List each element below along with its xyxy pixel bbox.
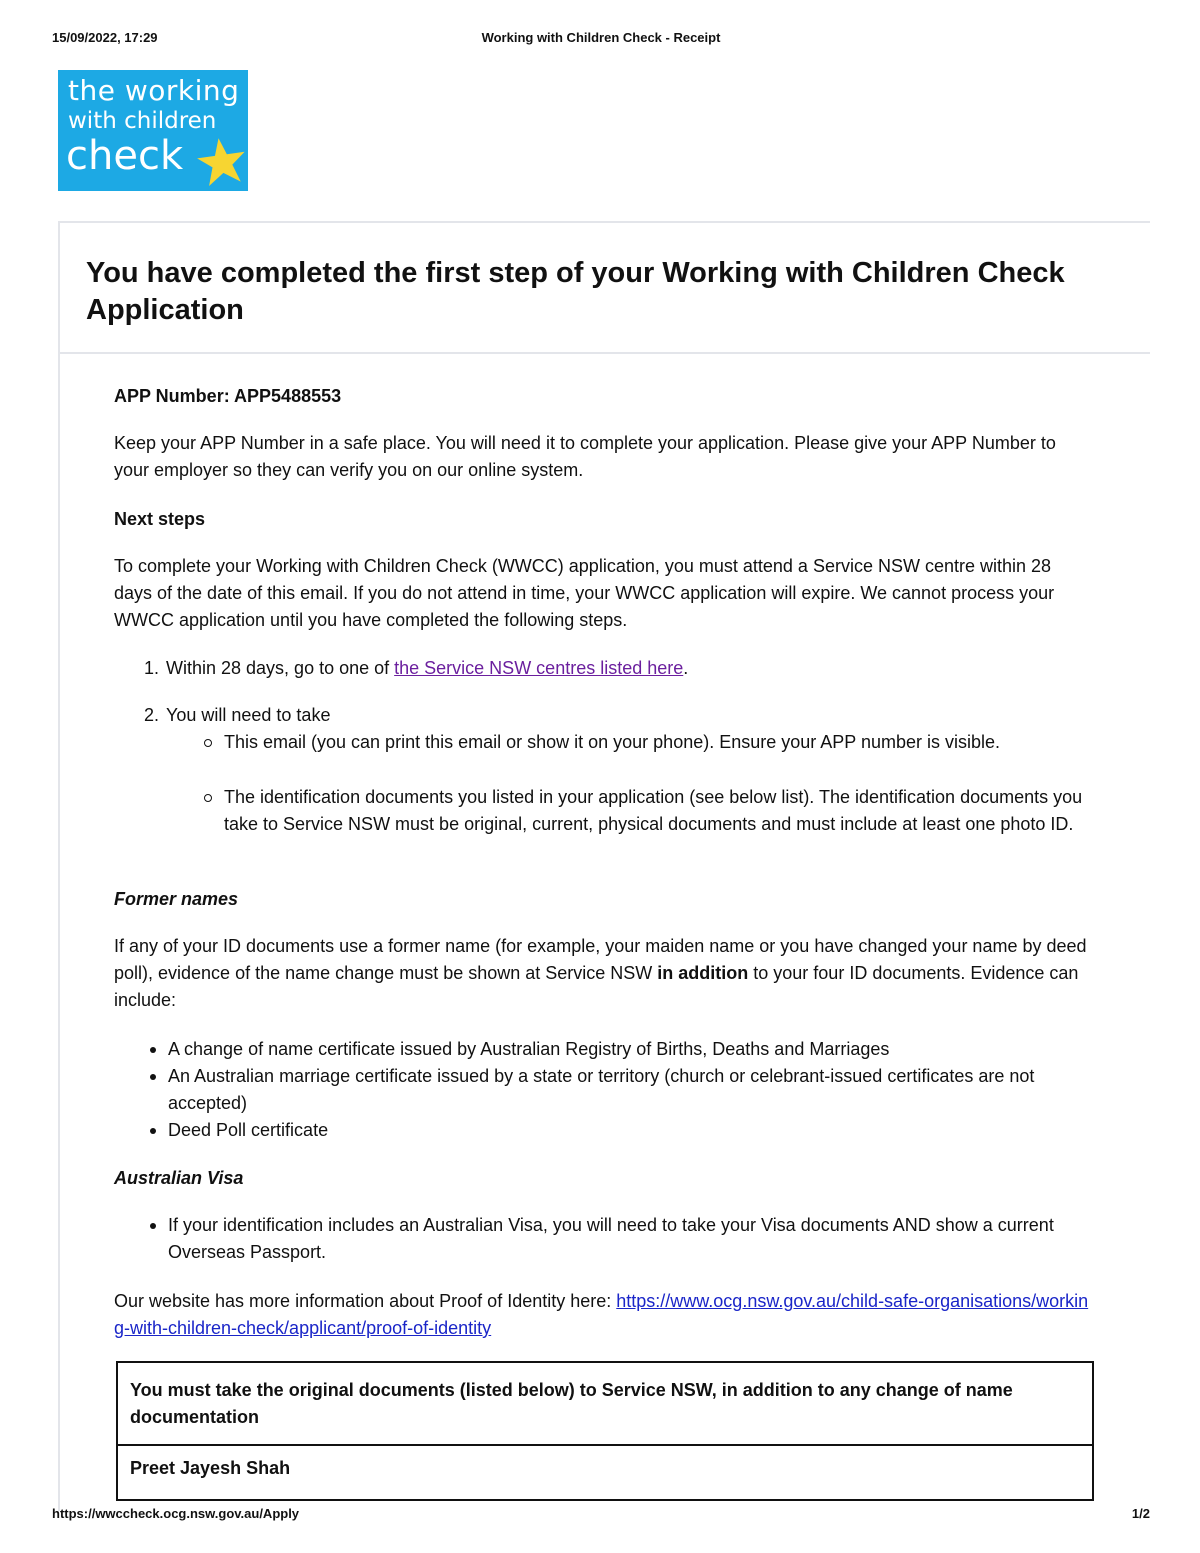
visa-item: If your identification includes an Australian Visa, you will need to take your Visa documents AND show a current Overseas Passport. xyxy=(168,1215,1054,1262)
documents-table-header xyxy=(118,1363,1092,1446)
list-item xyxy=(168,1063,1098,1117)
bullet-icon xyxy=(150,1074,156,1080)
page-title: You have completed the first step of your Working with Children Check Application xyxy=(86,257,1065,326)
step-1 xyxy=(144,655,1124,682)
step-2-sub-1: This email (you can print this email or show it on your phone). Ensure your APP number is visible. xyxy=(224,732,1001,752)
step-2-number: 2. xyxy=(144,705,160,725)
card-header xyxy=(60,223,1150,354)
applicant-name: Preet Jayesh Shah xyxy=(130,1458,291,1478)
bullet-icon xyxy=(150,1047,156,1053)
former-names-item-3: Deed Poll certificate xyxy=(168,1120,329,1140)
proof-of-identity-link[interactable]: https://www.ocg.nsw.gov.au/child-safe-organisations/working-with-children-check/applicant/proof-of-identity xyxy=(114,1291,1089,1338)
former-names-item-2: An Australian marriage certificate issued by a state or territory (church or celebrant-issued certificates are not accepted) xyxy=(168,1066,1035,1113)
app-number xyxy=(114,383,1094,410)
next-steps-intro: To complete your Working with Children Check (WWCC) application, you must attend a Service NSW centre within 28 days of the date of this email. If you do not attend in time, your WWCC application will expire. We cannot process your WWCC application until you have completed the following steps. xyxy=(114,556,1055,630)
print-title: Working with Children Check - Receipt xyxy=(481,30,721,45)
bullet-icon xyxy=(150,1128,156,1134)
documents-table-header-text: You must take the original documents (listed below) to Service NSW, in addition to any change of name documentation xyxy=(130,1380,1013,1427)
print-url: https://wwccheck.ocg.nsw.gov.au/Apply xyxy=(52,1506,300,1521)
australian-visa-title: Australian Visa xyxy=(114,1168,244,1188)
logo-line-1: the working xyxy=(68,74,240,107)
former-names-text xyxy=(114,933,1094,1014)
former-names-text-before: If any of your ID documents use a former name (for example, your maiden name or you have changed your name by deed poll), evidence of the name change must be shown at Service NSW xyxy=(114,936,1087,983)
list-item xyxy=(168,1117,1098,1144)
proof-of-identity-text xyxy=(114,1288,1094,1342)
step-2-text: You will need to take xyxy=(166,705,331,725)
print-footer xyxy=(52,1506,1150,1526)
next-steps-title: Next steps xyxy=(114,509,206,529)
documents-table xyxy=(116,1361,1094,1501)
step-1-after: . xyxy=(683,658,689,678)
service-nsw-centres-link[interactable]: the Service NSW centres listed here xyxy=(394,658,684,678)
app-number-value: APP5488553 xyxy=(234,386,342,406)
former-names-title: Former names xyxy=(114,889,239,909)
bullet-icon xyxy=(150,1223,156,1229)
receipt-card xyxy=(58,221,1150,1511)
logo-line-3: check xyxy=(66,133,184,179)
step-2-sub-item xyxy=(224,729,1084,756)
app-number-label: APP Number: xyxy=(114,386,235,406)
step-1-text: Within 28 days, go to one of xyxy=(166,658,395,678)
circle-bullet-icon xyxy=(204,794,212,802)
logo-line-2: with children xyxy=(68,108,217,134)
keep-app-number-text: Keep your APP Number in a safe place. You will need it to complete your application. Please give your APP Number to your employer so they can verify you on our online system. xyxy=(114,433,1056,480)
step-2 xyxy=(144,702,1124,729)
circle-bullet-icon xyxy=(204,739,212,747)
proof-of-identity-intro: Our website has more information about Proof of Identity here: xyxy=(114,1291,617,1311)
former-names-item-1: A change of name certificate issued by Australian Registry of Births, Deaths and Marriages xyxy=(168,1039,890,1059)
wwcc-logo xyxy=(58,70,248,191)
step-1-number: 1. xyxy=(144,658,160,678)
list-item xyxy=(168,1036,1098,1063)
step-2-sub-2: The identification documents you listed in your application (see below list). The identification documents you take to Service NSW must be original, current, physical documents and must include at least one photo ID. xyxy=(224,787,1083,834)
former-names-text-after: to your four ID documents. Evidence can include: xyxy=(114,963,1079,1010)
list-item xyxy=(168,1212,1098,1266)
star-icon xyxy=(196,136,248,190)
print-datetime: 15/09/2022, 17:29 xyxy=(52,30,158,45)
former-names-text-bold: in addition xyxy=(657,963,749,983)
print-header xyxy=(52,30,1150,50)
step-2-sub-item xyxy=(224,784,1084,838)
page-number: 1/2 xyxy=(1131,1506,1150,1521)
